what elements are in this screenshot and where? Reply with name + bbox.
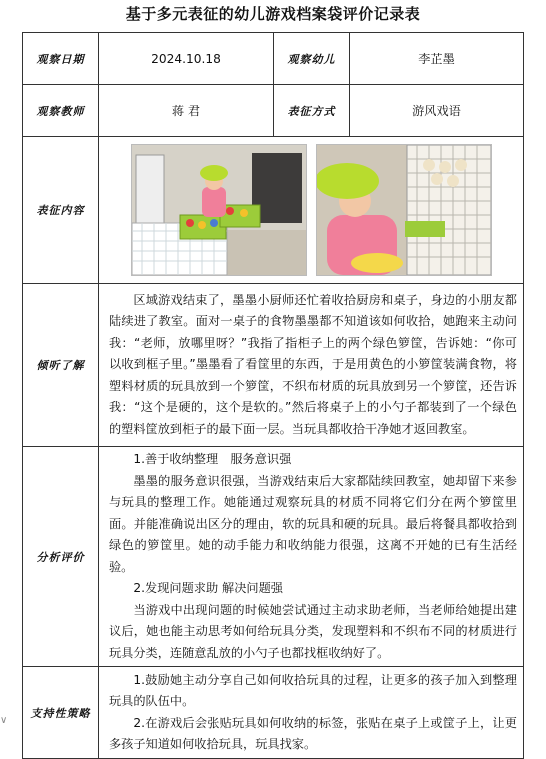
analysis-label: 分析评价 [23,447,99,667]
photo-child-sorting-baskets [131,144,307,276]
observation-date-value: 2024.10.18 [99,33,274,85]
listen-text-cell [99,284,524,447]
analysis-heading-1: 1.善于收纳整理 服务意识强 [133,452,292,466]
analysis-heading-2: 2.发现问题求助 解决问题强 [133,581,283,595]
support-text-cell [99,667,524,759]
row-content [23,137,524,284]
record-table [22,32,524,759]
photo-strip [99,140,523,280]
listen-paragraph: 区域游戏结束了，墨墨小厨师还忙着收拾厨房和桌子，身边的小朋友都陆续进了教室。面对一桌子的食物墨墨都不知道该如何收拾，她跑来主动问我：“老师，放哪里呀？”我指了指柜子上的两个绿色箩筐，告诉她：“你可以收到框子里。”墨墨看了看筐里的东西，于是用黄色的小箩筐装满食物，将塑料材质的玩具放到一个箩筐，不织布材质的玩具放到另一个箩筐，还告诉我：“这个是硬的，这个是软的。”然后将桌子上的小勺子都装到了一个绿色的塑料筐放到柜子的最下面一层。当玩具都收拾干净她才返回教室。 [109,292,517,436]
edge-chevron-icon: ∨ [0,715,8,726]
document-title: 基于多元表征的幼儿游戏档案袋评价记录表 [125,5,421,23]
observer-teacher-label: 观察教师 [23,85,99,137]
representation-mode-value: 游风戏语 [350,85,524,137]
representation-mode-label: 表征方式 [274,85,350,137]
row-basic-info [23,33,524,85]
row-support [23,667,524,759]
listen-label: 倾听了解 [23,284,99,447]
observed-child-label: 观察幼儿 [274,33,350,85]
photo-child-at-shelf [316,144,492,276]
observed-child-value: 李芷墨 [350,33,524,85]
content-photos-cell [99,137,524,284]
support-paragraph-1: 1.鼓励她主动分享自己如何收拾玩具的过程，让更多的孩子加入到整理玩具的队伍中。 [109,672,517,708]
content-label: 表征内容 [23,137,99,284]
row-analysis [23,447,524,667]
support-paragraph-2: 2.在游戏后会张贴玩具如何收纳的标签，张贴在桌子上或筐子上，让更多孩子知道如何收拾玩具，玩具找家。 [109,715,517,751]
observer-teacher-value: 蒋 君 [99,85,274,137]
analysis-paragraph-1: 墨墨的服务意识很强，当游戏结束后大家都陆续回教室，她却留下来参与玩具的整理工作。她能通过观察玩具的材质不同将它们分在两个箩筐里面。并能准确说出区分的理由，软的玩具和硬的玩具。最后将餐具都收拾到绿色的箩筐里。她的动手能力和收纳能力很强，这离不开她的已有生活经验。 [109,473,517,574]
observation-date-label: 观察日期 [23,33,99,85]
analysis-paragraph-2: 当游戏中出现问题的时候她尝试通过主动求助老师，当老师给她提出建议后，她也能主动思考如何给玩具分类，发现塑料和不织布不同的材质进行玩具分类，连随意乱放的小勺子也都找框收纳好了。 [109,602,517,660]
analysis-text-cell [99,447,524,667]
support-label: 支持性策略 [23,667,99,759]
row-listen [23,284,524,447]
row-teacher-info [23,85,524,137]
